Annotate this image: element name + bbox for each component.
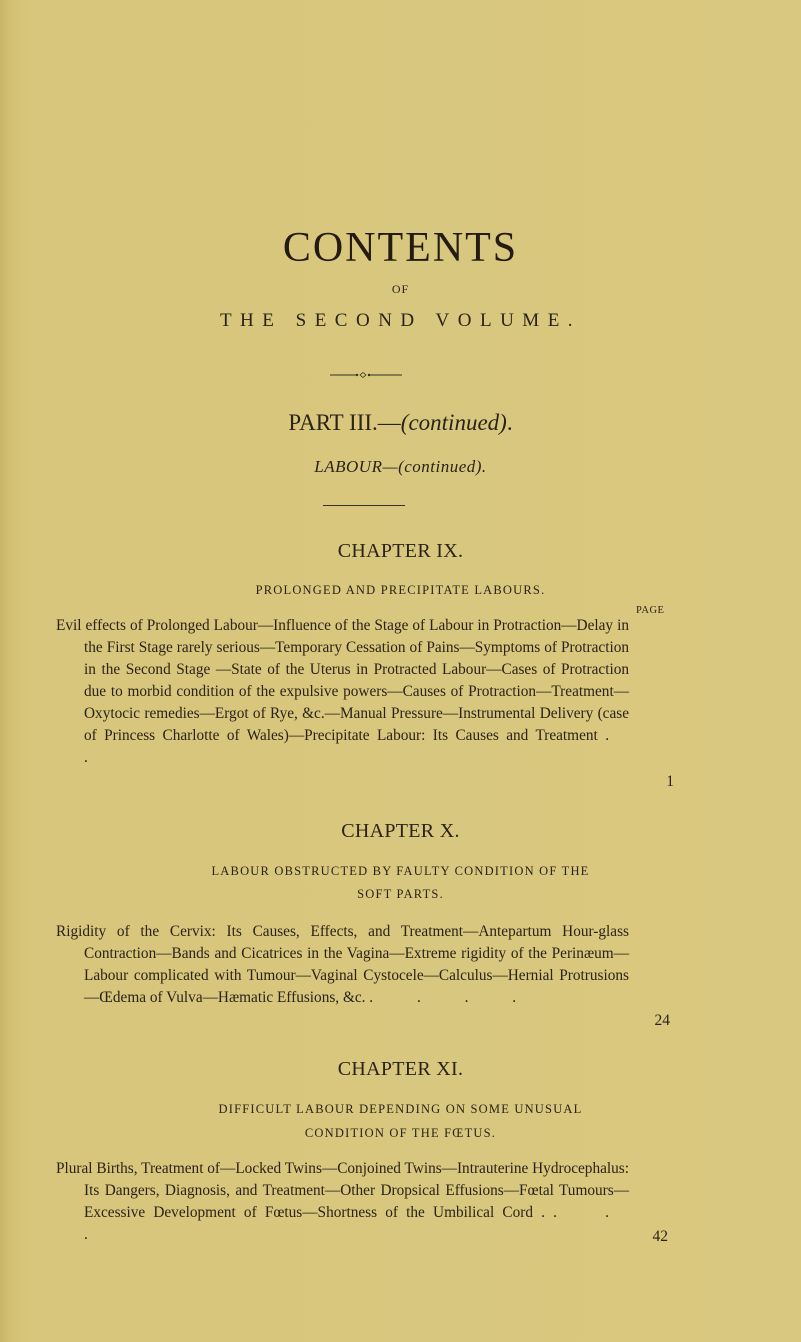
- chapter-entry: [56, 615, 629, 769]
- divider-rule: [323, 505, 405, 506]
- dot-leader: . . .: [84, 1204, 630, 1243]
- page-title: [0, 226, 801, 270]
- part-label: PART III.—: [288, 410, 401, 435]
- chapter-subtitle: LABOUR OBSTRUCTED BY FAULTY CONDITION OF THE: [211, 864, 590, 878]
- chapter-heading: CHAPTER XI.: [337, 1058, 464, 1080]
- fleuron-divider-icon: [330, 371, 402, 379]
- part-continued: (continued): [400, 410, 507, 435]
- part-trailing: .: [506, 410, 513, 435]
- page-number: 42: [652, 1228, 668, 1245]
- page-column-label: PAGE: [636, 605, 665, 616]
- title-text: CONTENTS: [282, 225, 519, 271]
- section-heading: LABOUR—(continued).: [314, 457, 487, 476]
- chapter-entry: [56, 921, 629, 1009]
- page-number: 1: [666, 773, 674, 790]
- part-heading: [0, 410, 801, 436]
- title-of: OF: [391, 282, 410, 296]
- dot-leader: . . . .: [369, 989, 537, 1006]
- page-number: 24: [654, 1012, 670, 1029]
- chapter-subtitle: DIFFICULT LABOUR DEPENDING ON SOME UNUSUAL: [218, 1102, 583, 1116]
- entry-text: Plural Births, Treatment of—Locked Twins—Conjoined Twins—Intrauterine Hydrocephalus: Its Dangers, Diagnosis, and Treatment—Other Dropsical Effusions—Fœtal Tumours—Excessive Development of Fœtus—Shortness of the Umbilical Cord .: [56, 1160, 629, 1221]
- chapter-subtitle: CONDITION OF THE FŒTUS.: [304, 1126, 497, 1140]
- chapter-subtitle: SOFT PARTS.: [357, 887, 444, 901]
- entry-text: Evil effects of Prolonged Labour—Influence of the Stage of Labour in Protraction—Delay in the First Stage rarely serious—Temporary Cessation of Pains—Symptoms of Protraction in the Second Stage —State of the Uterus in Protracted Labour—Cases of Protraction due to morbid condition of the expulsive powers—Causes of Protraction—Treatment—Oxytocic remedies—Ergot of Rye, &c.—Manual Pressure—Instrumental Delivery (case of Princess Charlotte of Wales)—Precipitate Labour: Its Causes and Treatment: [56, 617, 629, 744]
- chapter-subtitle: PROLONGED AND PRECIPITATE LABOURS.: [255, 583, 546, 597]
- volume-subtitle: THE SECOND VOLUME.: [219, 310, 582, 331]
- chapter-heading: CHAPTER IX.: [337, 540, 464, 562]
- dot-leader: . .: [84, 727, 630, 766]
- entry-text: Rigidity of the Cervix: Its Causes, Effects, and Treatment—Antepartum Hour-glass Contraction—Bands and Cicatrices in the Vagina—Extreme rigidity of the Perinæum—Labour complicated with Tumour—Vaginal Cystocele—Calculus—Hernial Protrusions —Œdema of Vulva—Hæmatic Effusions, &c.: [56, 923, 629, 1006]
- chapter-entry: [56, 1158, 629, 1246]
- chapter-heading: CHAPTER X.: [341, 820, 460, 842]
